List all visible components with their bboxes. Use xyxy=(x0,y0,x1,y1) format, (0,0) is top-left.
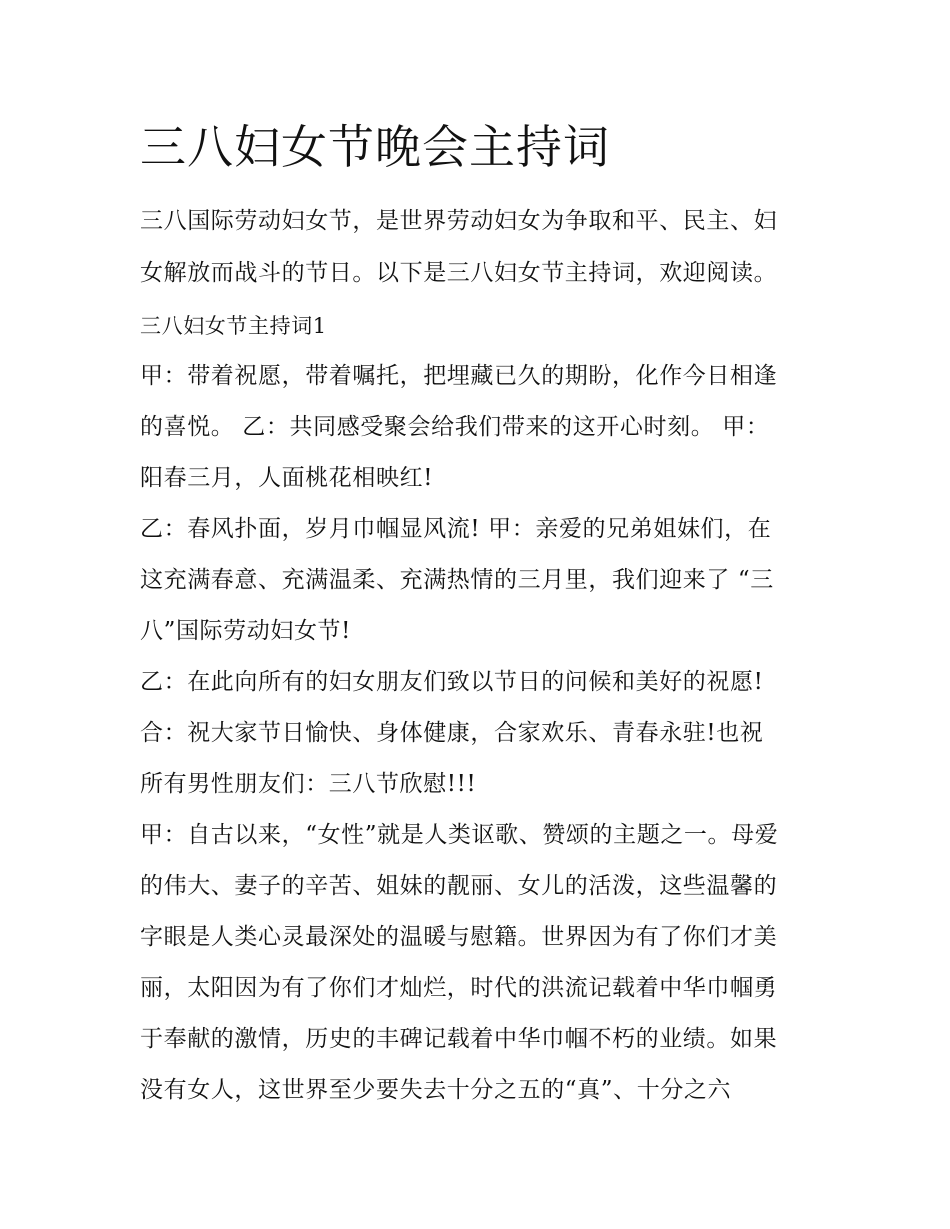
body-line-13: 丽，太阳因为有了你们才灿烂，时代的洪流记载着中华巾帼勇 xyxy=(140,975,778,1001)
body-line-2: 的喜悦。 乙：共同感受聚会给我们带来的这开心时刻。 甲： xyxy=(140,414,770,440)
body-line-9: 所有男性朋友们：三八节欣慰!!! xyxy=(140,771,477,797)
body-line-3: 阳春三月，人面桃花相映红! xyxy=(140,465,434,491)
section-heading: 三八妇女节主持词1 xyxy=(140,314,327,338)
body-line-14: 于奉献的激情，历史的丰碑记载着中华巾帼不朽的业绩。如果 xyxy=(140,1026,778,1052)
body-line-4: 乙：春风扑面，岁月巾帼显风流! 甲：亲爱的兄弟姐妹们，在 xyxy=(140,516,772,542)
intro-line-2: 女解放而战斗的节日。以下是三八妇女节主持词，欢迎阅读。 xyxy=(140,260,778,286)
body-line-12: 字眼是人类心灵最深处的温暖与慰籍。世界因为有了你们才美 xyxy=(140,924,778,950)
body-line-8: 合：祝大家节日愉快、身体健康，合家欢乐、青春永驻!也祝 xyxy=(140,720,764,746)
body-line-1: 甲：带着祝愿，带着嘱托，把埋藏已久的期盼，化作今日相逢 xyxy=(140,363,778,389)
intro-line-1: 三八国际劳动妇女节，是世界劳动妇女为争取和平、民主、妇 xyxy=(140,208,778,234)
body-line-11: 的伟大、妻子的辛苦、姐妹的靓丽、女儿的活泼，这些温馨的 xyxy=(140,873,778,899)
body-line-6: 八”国际劳动妇女节! xyxy=(140,618,352,644)
body-line-5: 这充满春意、充满温柔、充满热情的三月里，我们迎来了 “三 xyxy=(140,567,774,593)
body-line-7: 乙：在此向所有的妇女朋友们致以节日的问候和美好的祝愿! xyxy=(140,669,764,695)
body-line-15: 没有女人，这世界至少要失去十分之五的“真”、十分之六 xyxy=(140,1077,732,1103)
body-line-10: 甲：自古以来，“女性”就是人类讴歌、赞颂的主题之一。母爱 xyxy=(140,822,779,848)
document-title: 三八妇女节晚会主持词 xyxy=(140,120,610,174)
